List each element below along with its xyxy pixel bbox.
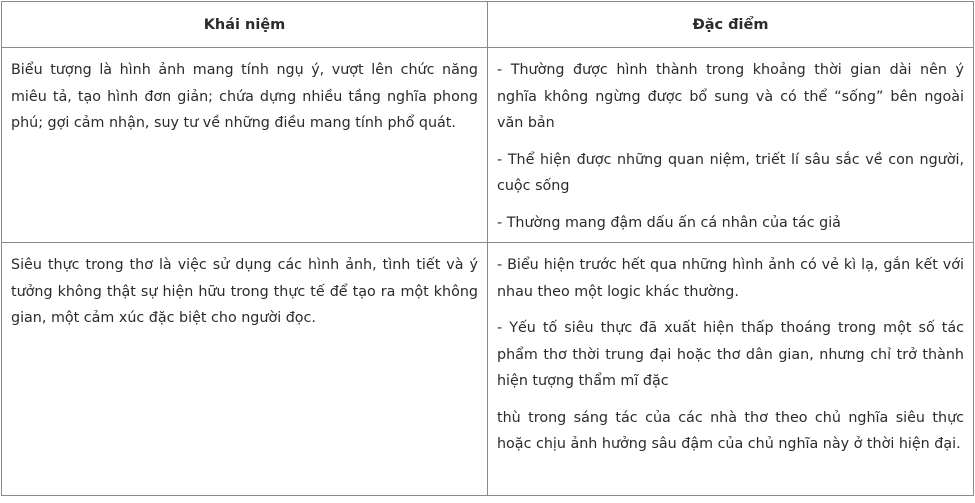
table-header-row: [2, 2, 974, 48]
feature-item: - Thể hiện được những quan niệm, triết lí sâu sắc về con người, cuộc sống: [497, 151, 964, 194]
concept-cell: Biểu tượng là hình ảnh mang tính ngụ ý, vượt lên chức năng miêu tả, tạo hình đơn giản; chứa dựng nhiều tầng nghĩa phong phú; gợi cảm nhận, suy tư về những điều mang tính phổ quát.: [2, 48, 488, 243]
feature-item: - Biểu hiện trước hết qua những hình ảnh có vẻ kì lạ, gắn kết với nhau theo một logic khác thường.: [497, 257, 964, 300]
table-row: [2, 48, 974, 243]
concept-table: [1, 1, 974, 496]
features-cell: [488, 48, 974, 243]
header-concept: Khái niệm: [2, 2, 488, 48]
feature-item: - Thường mang đậm dấu ấn cá nhân của tác giả: [497, 214, 841, 231]
feature-item: thù trong sáng tác của các nhà thơ theo chủ nghĩa siêu thực hoặc chịu ảnh hưởng sâu đậm của chủ nghĩa này ở thời hiện đại.: [497, 409, 964, 452]
feature-item: - Yếu tố siêu thực đã xuất hiện thấp thoáng trong một số tác phẩm thơ thời trung đại hoặc thơ dân gian, nhưng chỉ trở thành hiện tượng thẩm mĩ đặc: [497, 320, 964, 389]
table-row: [2, 243, 974, 496]
features-cell: [488, 243, 974, 496]
concept-cell: Siêu thực trong thơ là việc sử dụng các hình ảnh, tình tiết và ý tưởng không thật sự hiện hữu trong thực tế để tạo ra một không gian, một cảm xúc đặc biệt cho người đọc.: [2, 243, 488, 496]
feature-item: - Thường được hình thành trong khoảng thời gian dài nên ý nghĩa không ngừng được bổ sung và có thể “sống” bên ngoài văn bản: [497, 62, 964, 131]
header-features: Đặc điểm: [488, 2, 974, 48]
